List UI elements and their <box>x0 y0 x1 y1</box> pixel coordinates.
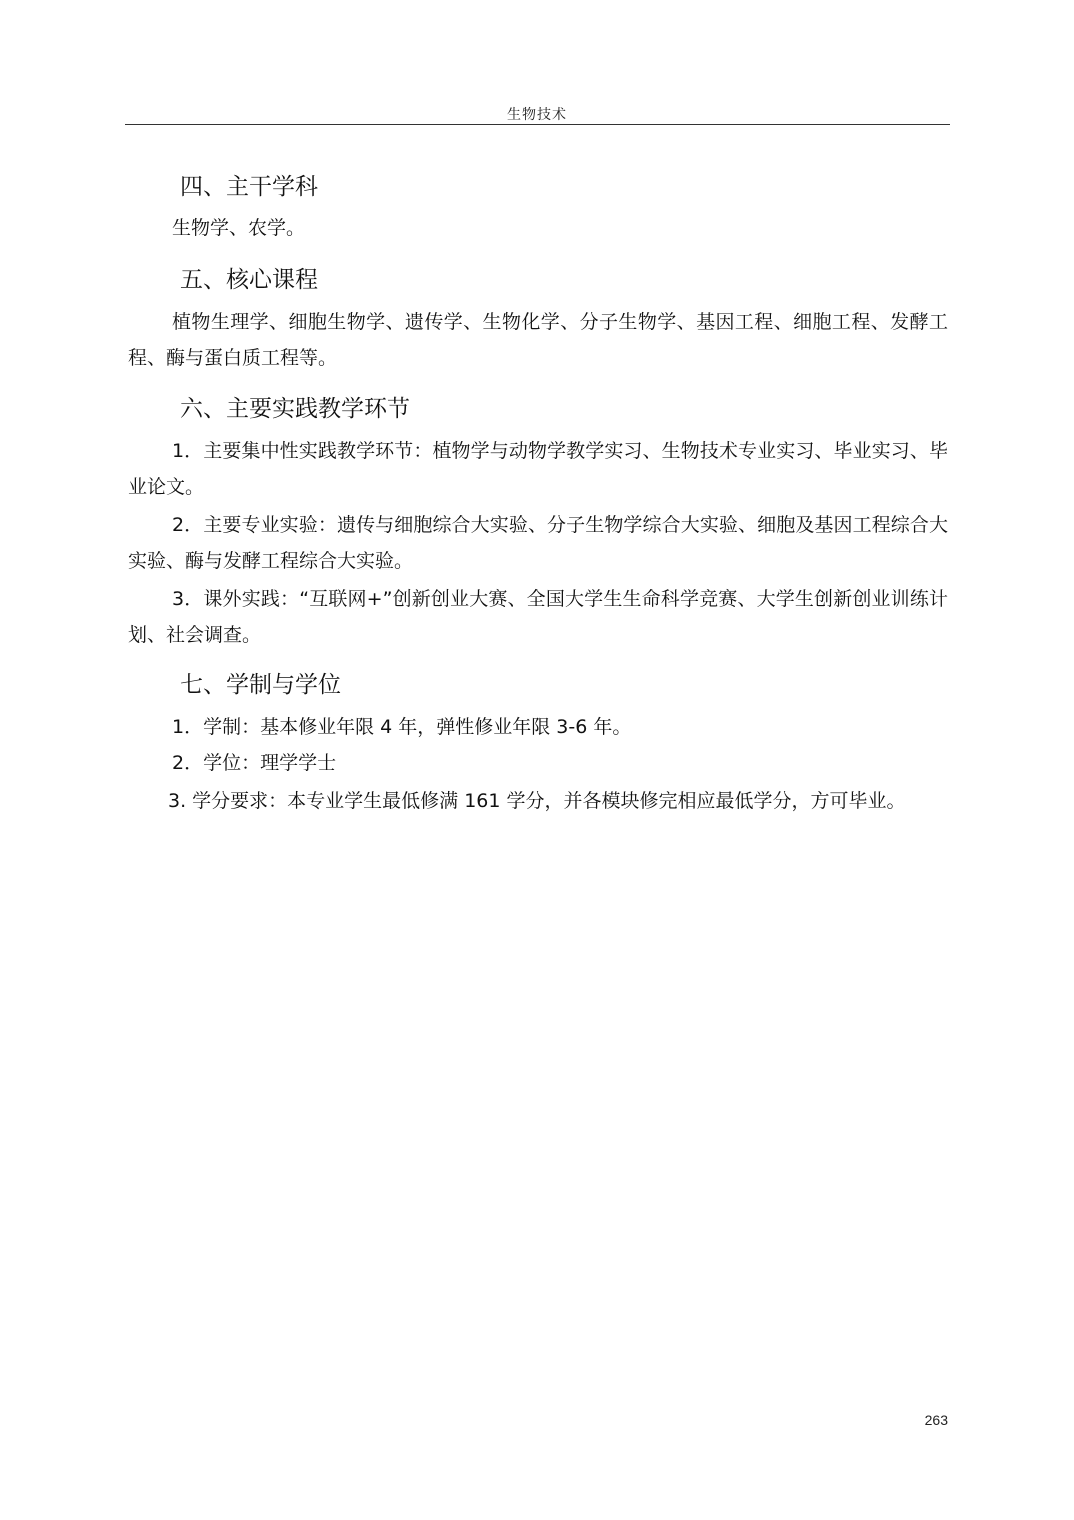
header-divider <box>125 124 950 125</box>
degree-item-3: 3. 学分要求：本专业学生最低修满 161 学分，并各模块修完相应最低学分，方可毕业。 <box>168 790 906 812</box>
section-4-body: 生物学、农学。 <box>172 217 306 239</box>
section-4-heading: 四、主干学科 <box>180 174 318 200</box>
page-header-title: 生物技术 <box>507 107 567 123</box>
practice-item-1: 1．主要集中性实践教学环节：植物学与动物学教学实习、生物技术专业实习、毕业实习、毕业论文。 <box>128 440 948 498</box>
practice-item-2: 2．主要专业实验：遗传与细胞综合大实验、分子生物学综合大实验、细胞及基因工程综合大实验、酶与发酵工程综合大实验。 <box>128 514 948 572</box>
section-5-body: 植物生理学、细胞生物学、遗传学、生物化学、分子生物学、基因工程、细胞工程、发酵工程、酶与蛋白质工程等。 <box>128 311 948 369</box>
practice-item-3: 3．课外实践：“互联网+”创新创业大赛、全国大学生生命科学竞赛、大学生创新创业训练计划、社会调查。 <box>128 588 948 646</box>
section-7-heading: 七、学制与学位 <box>180 672 341 698</box>
degree-item-1: 1．学制：基本修业年限 4 年，弹性修业年限 3-6 年。 <box>172 716 632 738</box>
section-6-heading: 六、主要实践教学环节 <box>180 396 410 422</box>
section-5-heading: 五、核心课程 <box>180 267 318 293</box>
page-number: 263 <box>924 1412 948 1428</box>
degree-item-2: 2．学位：理学学士 <box>172 752 337 774</box>
